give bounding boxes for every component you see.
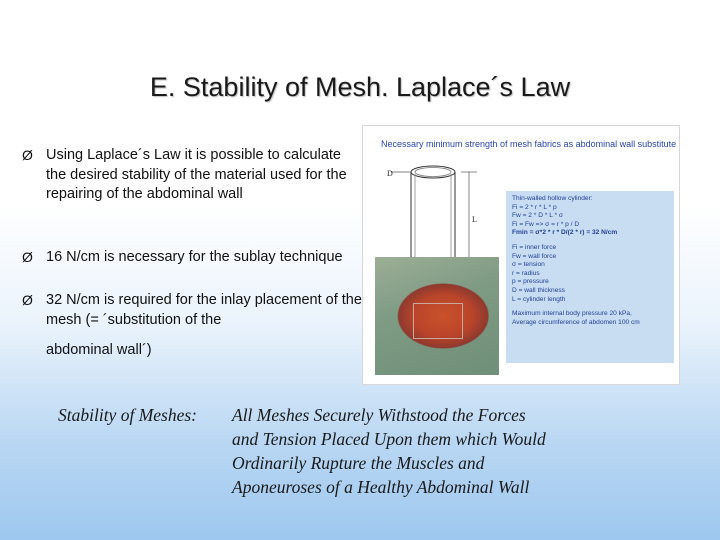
caption-line: and Tension Placed Upon them which Would — [232, 429, 546, 449]
slide-title: E. Stability of Mesh. Laplace´s Law — [149, 72, 571, 102]
formula-line: Fi = 2 * r * L * p — [512, 203, 557, 211]
cylinder-label-d: D — [387, 169, 393, 178]
cylinder-label-l: L — [472, 215, 477, 224]
bullet-continuation: abdominal wall´) — [46, 342, 152, 358]
legend-line: σ = tension — [512, 261, 545, 269]
formula-line: Thin-walled hollow cylinder: — [512, 195, 593, 202]
legend-line: Fi = inner force — [512, 243, 557, 251]
bullet-item-laplace — [22, 146, 362, 205]
legend-line: r = radius — [512, 269, 540, 277]
legend-line: D = wall thickness — [512, 286, 565, 294]
legend-line: p = pressure — [512, 278, 549, 286]
caption-line: Ordinarily Rupture the Muscles and — [232, 453, 485, 473]
note-line: Average circumference of abdomen 100 cm — [512, 318, 640, 326]
bullet-text: Using Laplace´s Law it is possible to calculate the desired stability of the material used for the repairing of the abdominal wall — [46, 147, 347, 202]
legend-line: L = cylinder length — [512, 295, 566, 303]
formula-line: Fw = 2 * D * L * σ — [512, 212, 563, 220]
arrow-bullet-icon: Ø — [22, 249, 33, 265]
caption-label: Stability of Meshes: — [58, 405, 198, 425]
arrow-bullet-icon: Ø — [22, 292, 33, 308]
note-line: Maximum internal body pressure 20 kPa, — [512, 310, 632, 318]
legend-line: Fw = wall force — [512, 252, 557, 260]
caption-line: All Meshes Securely Withstood the Forces — [232, 405, 526, 425]
laplace-figure — [362, 125, 680, 385]
formula-box — [506, 191, 674, 363]
arrow-bullet-icon: Ø — [22, 147, 33, 163]
mesh-outline — [413, 303, 463, 339]
surgical-photo — [375, 257, 499, 375]
caption-text — [232, 403, 652, 499]
formula-line: Fmin = σ*2 * r * D/(2 * r) = 32 N/cm — [512, 229, 618, 237]
formula-line: Fi = Fw => σ = r * p / D — [512, 220, 580, 228]
bullet-text: 32 N/cm is required for the inlay placement of the mesh (= ´substitution of the — [46, 292, 362, 328]
caption-line: Aponeuroses of a Healthy Abdominal Wall — [232, 477, 530, 497]
bullet-text: 16 N/cm is necessary for the sublay technique — [46, 249, 343, 265]
bullet-item-inlay — [22, 291, 362, 330]
bullet-item-sublay — [22, 248, 343, 268]
figure-title: Necessary minimum strength of mesh fabrics as abdominal wall substitute — [381, 139, 677, 149]
